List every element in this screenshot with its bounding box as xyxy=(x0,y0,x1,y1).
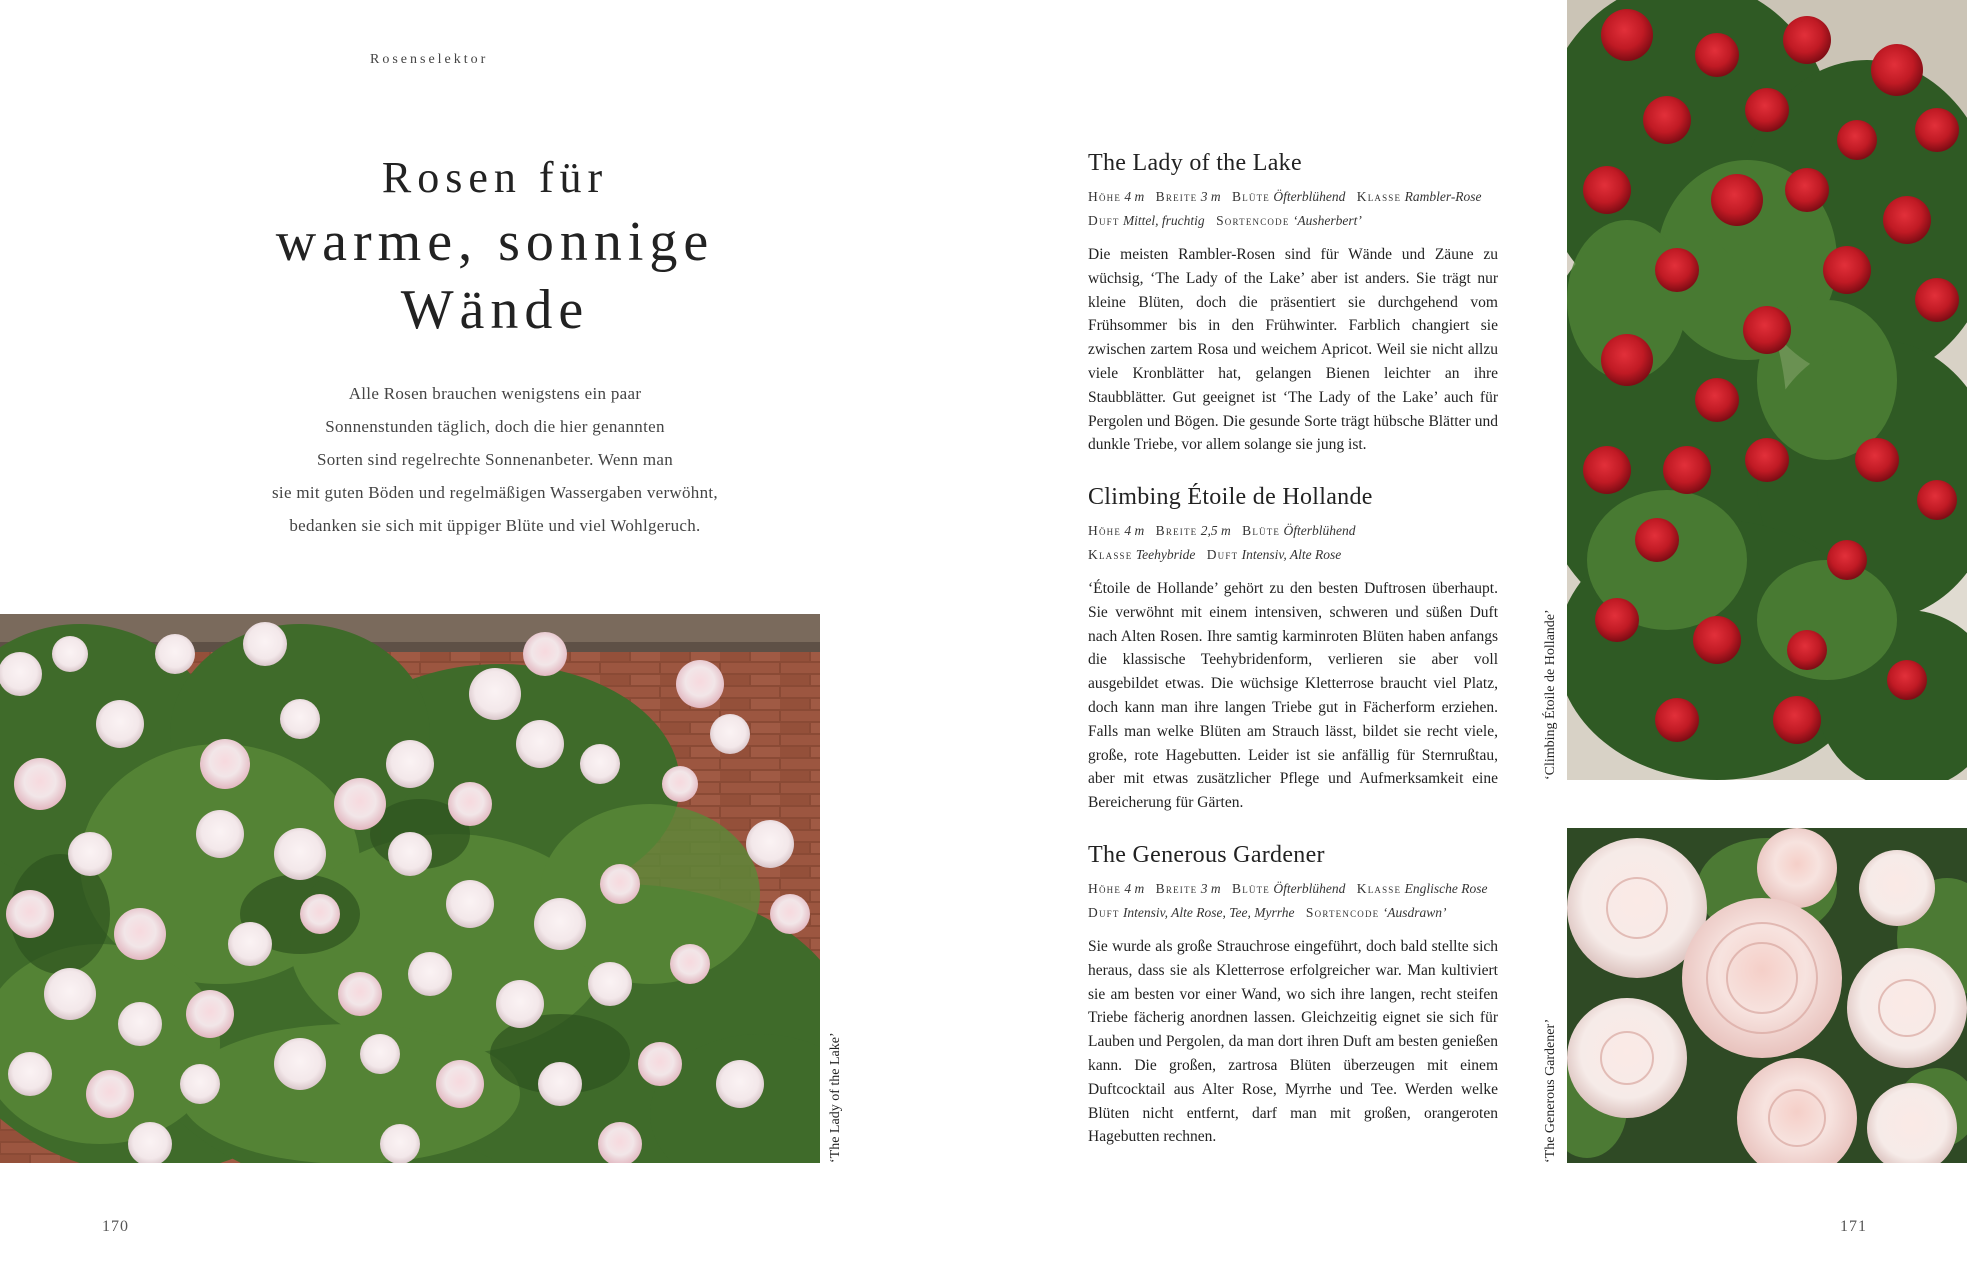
spec-key: Klasse xyxy=(1088,547,1133,562)
photo-lady-of-the-lake xyxy=(0,614,820,1163)
spec-value: Teehybride xyxy=(1135,547,1196,562)
title-line-1: Rosen für xyxy=(381,153,609,202)
spec-key: Duft xyxy=(1088,905,1120,920)
spec-value: Intensiv, Alte Rose, Tee, Myrrhe xyxy=(1122,905,1295,920)
rose-entry-generous-gardener xyxy=(1088,842,1498,1149)
rose-description: Die meisten Rambler-Rosen sind für Wände und Zäune zu wüchsig, ‘The Lady of the Lake’ aber ist anders. Sie trägt nur kleine Blüten, doch die präsentiert sie durchgehend vom Frühsommer bis in den Frühwinter. Farblich changiert sie zwischen zartem Rosa und weichem Apricot. Weil sie nicht allzu viele Kronblätter hat, gelangen Bienen leichter an ihre Staubblätter. Gut geeignet ist ‘The Lady of the Lake’ auch für Pergolen und Bögen. Die gesunde Sorte trägt hübsche Blätter und dunkle Triebe, vor allem solange sie jung ist. xyxy=(1088,246,1498,454)
spec-value: Rambler-Rose xyxy=(1404,189,1482,204)
intro-line: sie mit guten Böden und regelmäßigen Wassergaben verwöhnt, xyxy=(272,483,718,502)
spec-key: Höhe xyxy=(1088,523,1122,538)
spec-key: Höhe xyxy=(1088,881,1122,896)
rose-entry-etoile-de-hollande xyxy=(1088,484,1498,815)
spec-key: Blüte xyxy=(1232,189,1270,204)
photo-generous-gardener xyxy=(1567,828,1967,1163)
spec-value: Öfterblühend xyxy=(1273,189,1346,204)
title-line-2: warme, sonnige xyxy=(275,211,715,273)
spec-key: Blüte xyxy=(1232,881,1270,896)
spec-key: Klasse xyxy=(1356,881,1402,896)
intro-line: Sorten sind regelrechte Sonnenanbeter. Wenn man xyxy=(316,450,674,469)
spec-value: Öfterblühend xyxy=(1273,881,1346,896)
photo-caption-generous-gardener: ‘The Generous Gardener’ xyxy=(1543,1018,1558,1163)
page-number-right: 171 xyxy=(1840,1218,1867,1235)
spec-value: 3 m xyxy=(1200,881,1221,896)
spec-key: Höhe xyxy=(1088,189,1122,204)
intro-line: Sonnenstunden täglich, doch die hier genannten xyxy=(325,417,665,436)
rose-description: ‘Étoile de Hollande’ gehört zu den besten Duftrosen überhaupt. Sie verwöhnt mit einem intensiven, schweren und süßen Duft nach Alten Rosen. Ihre samtig karminroten Blüten haben anfangs die klassische Teehybridenform, verlieren sie aber voll ausgebildet etwas. Die wüchsige Kletterrose braucht viel Platz, doch kann man ihre langen Triebe gut in Fächerform erziehen. Falls man welke Blüten am Strauch lässt, bildet sie recht viele, große, rote Hagebutten. Leider ist sie anfällig für Sternrußtau, aber mit etwas zusätzlicher Pflege und Aufmerksamkeit eine Bereicherung für Gärten. xyxy=(1088,580,1498,812)
spec-value: 4 m xyxy=(1124,523,1145,538)
intro-line: bedanken sie sich mit üppiger Blüte und viel Wohlgeruch. xyxy=(289,516,701,535)
spec-value: Mittel, fruchtig xyxy=(1122,213,1205,228)
spec-value: 2,5 m xyxy=(1200,523,1231,538)
spec-value: ‘Ausherbert’ xyxy=(1292,213,1362,228)
photo-etoile-de-hollande xyxy=(1567,0,1967,780)
spec-value: ‘Ausdrawn’ xyxy=(1382,905,1447,920)
spec-value: Öfterblühend xyxy=(1283,523,1356,538)
spec-key: Breite xyxy=(1155,189,1198,204)
spec-value: 4 m xyxy=(1124,881,1145,896)
rose-description: Sie wurde als große Strauchrose eingeführt, doch bald stellte sich heraus, dass sie als Kletterrose erfolgreicher war. Man kultiviert sie am besten vor einer Wand, wo sich ihre langen, recht steifen Triebe fächerig anordnen lassen. Gleichzeitig eignet sie sich für Lauben und Pergolen, da man dort ihren Duft am besten genießen kann. Die großen, zartrosa Blüten überzeugen mit einem Duftcocktail aus Alter Rose, Myrrhe und Tee. Werden welke Blüten nicht entfernt, darf man mit großen, orangeroten Hagebutten rechnen. xyxy=(1088,938,1498,1146)
intro-line: Alle Rosen brauchen wenigstens ein paar xyxy=(348,384,642,403)
rose-name: Climbing Étoile de Hollande xyxy=(1088,484,1373,510)
spec-key: Duft xyxy=(1088,213,1120,228)
spec-value: 3 m xyxy=(1200,189,1221,204)
photo-caption-lady-of-the-lake: ‘The Lady of the Lake’ xyxy=(828,1032,843,1163)
running-head: Rosenselektor xyxy=(370,52,489,67)
rose-specs xyxy=(1088,185,1498,233)
spec-key: Breite xyxy=(1155,523,1198,538)
intro-paragraph xyxy=(230,377,760,542)
spec-key: Blüte xyxy=(1242,523,1281,538)
spec-key: Klasse xyxy=(1356,189,1402,204)
rose-specs xyxy=(1088,877,1498,925)
spec-key: Duft xyxy=(1206,547,1239,562)
spec-value: 4 m xyxy=(1124,189,1145,204)
page-title xyxy=(200,148,790,344)
spec-value: Englische Rose xyxy=(1404,881,1488,896)
page-number-left: 170 xyxy=(102,1218,129,1235)
spec-key: Sortencode xyxy=(1305,905,1380,920)
spec-key: Sortencode xyxy=(1216,213,1290,228)
rose-entry-lady-of-the-lake xyxy=(1088,150,1498,457)
title-line-3: Wände xyxy=(400,279,590,341)
spec-value: Intensiv, Alte Rose xyxy=(1241,547,1342,562)
rose-name: The Lady of the Lake xyxy=(1088,150,1302,176)
rose-name: The Generous Gardener xyxy=(1088,842,1325,868)
rose-specs xyxy=(1088,519,1498,567)
photo-caption-etoile-de-hollande: ‘Climbing Étoile de Hollande’ xyxy=(1543,609,1558,780)
spec-key: Breite xyxy=(1155,881,1198,896)
